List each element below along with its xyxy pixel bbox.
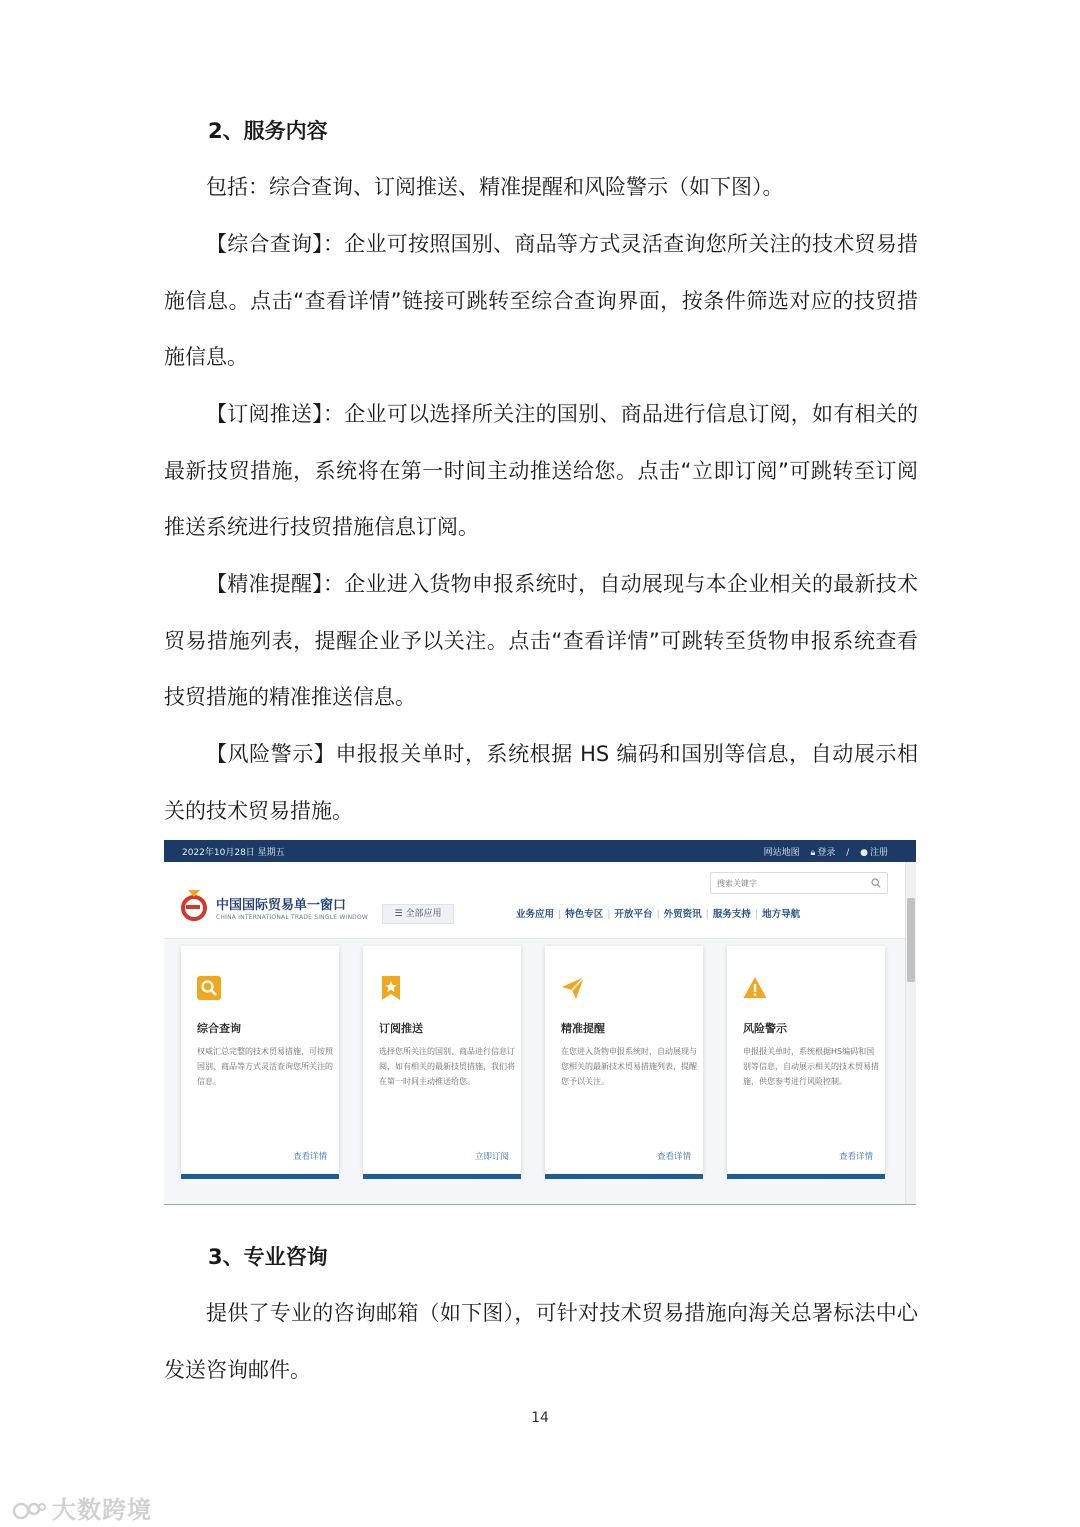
card-description: 选择您所关注的国别、商品进行信息订阅，如有相关的最新技贸措施，我们将在第一时间主动推送给您。 <box>379 1047 515 1086</box>
item-comprehensive-query: 【综合查询】：企业可按照国别、商品等方式灵活查询您所关注的技术贸易措施信息。点击“查看详情”链接可跳转至综合查询界面，按条件筛选对应的技贸措施信息。 <box>164 232 918 369</box>
card-description: 申报报关单时，系统根据HS编码和国别等信息，自动展示相关的技术贸易措施，供您参考进行风险控制。 <box>743 1047 879 1086</box>
nav-open-platform[interactable]: 开放平台 <box>614 909 653 920</box>
card-accent-bar <box>363 1174 521 1179</box>
single-window-logo-icon <box>180 888 208 922</box>
nav-service-support[interactable]: 服务支持 <box>712 909 751 920</box>
register-link[interactable]: 注册 <box>869 848 888 858</box>
lock-icon: 🔒︎ <box>810 848 816 858</box>
date-label: 2022年10月28日 星期五 <box>182 848 285 858</box>
card-description: 在您进入货物申报系统时，自动展现与您相关的最新技术贸易措施列表，提醒您予以关注。 <box>561 1047 697 1086</box>
card-description: 权威汇总完整的技术贸易措施，可按照国别、商品等方式灵活查询您所关注的信息。 <box>197 1047 333 1086</box>
menu-icon: ☰ <box>394 909 403 919</box>
link-separator: / <box>846 848 850 858</box>
main-nav: 业务应用 | 特色专区 | 开放平台 | 外贸资讯 | 服务支持 | 地方导航 <box>512 906 804 920</box>
top-links <box>756 845 888 858</box>
bookmark-star-icon <box>379 976 403 1000</box>
view-details-link[interactable]: 查看详情 <box>656 1152 691 1162</box>
section-3-text: 提供了专业的咨询邮箱（如下图），可针对技术贸易措施向海关总署标法中心发送咨询邮件。 <box>164 1301 918 1382</box>
warning-icon <box>743 976 767 1000</box>
nav-featured-zones[interactable]: 特色专区 <box>565 909 604 920</box>
card-comprehensive-query[interactable] <box>181 946 339 1174</box>
card-title: 风险警示 <box>743 1022 787 1035</box>
all-apps-label: 全部应用 <box>405 909 442 919</box>
view-details-link[interactable]: 查看详情 <box>292 1152 327 1162</box>
search-icon[interactable] <box>871 878 881 888</box>
logo-title: 中国国际贸易单一窗口 <box>216 898 347 913</box>
search-input[interactable] <box>715 875 867 891</box>
nav-trade-news[interactable]: 外贸资讯 <box>663 909 702 920</box>
item-risk-warning: 【风险警示】申报报关单时，系统根据 HS 编码和国别等信息，自动展示相关的技术贸易措施。 <box>164 742 918 823</box>
section-2-heading: 2、服务内容 <box>208 119 328 143</box>
card-subscription-push[interactable] <box>363 946 521 1174</box>
card-accent-bar <box>545 1174 703 1179</box>
view-details-link[interactable]: 查看详情 <box>838 1152 873 1162</box>
subscribe-now-link[interactable]: 立即订阅 <box>474 1152 509 1162</box>
page-number: 14 <box>531 1410 549 1426</box>
card-title: 综合查询 <box>197 1022 241 1035</box>
watermark-logo-icon <box>12 1499 46 1523</box>
top-bar <box>164 840 916 862</box>
scrollbar-thumb[interactable] <box>907 898 915 982</box>
nav-business-apps[interactable]: 业务应用 <box>516 909 555 920</box>
card-accent-bar <box>181 1174 339 1179</box>
item-precise-reminder: 【精准提醒】：企业进入货物申报系统时，自动展现与本企业相关的最新技术贸易措施列表，提醒企业予以关注。点击“查看详情”可跳转至货物申报系统查看技贸措施的精准推送信息。 <box>164 572 918 709</box>
item-subscription-push: 【订阅推送】：企业可以选择所关注的国别、商品进行信息订阅，如有相关的最新技贸措施，系统将在第一时间主动推送给您。点击“立即订阅”可跳转至订阅推送系统进行技贸措施信息订阅。 <box>164 402 918 539</box>
logo-subtitle: CHINA INTERNATIONAL TRADE SINGLE WINDOW <box>216 914 369 921</box>
user-icon: ● <box>860 848 868 858</box>
scrollbar[interactable] <box>905 862 916 1204</box>
all-apps-button[interactable] <box>382 904 454 924</box>
section-2-intro: 包括：综合查询、订阅推送、精准提醒和风险警示（如下图）。 <box>206 175 784 199</box>
card-precise-reminder[interactable] <box>545 946 703 1174</box>
card-accent-bar <box>727 1174 885 1179</box>
sitemap-link[interactable]: 网站地图 <box>763 848 800 858</box>
search-box <box>710 872 888 894</box>
site-header <box>164 862 906 939</box>
watermark-text: 大数跨境 <box>52 1496 152 1524</box>
card-title: 精准提醒 <box>561 1022 605 1035</box>
paper-plane-icon <box>561 976 585 1000</box>
section-3-heading: 3、专业咨询 <box>208 1245 328 1269</box>
website-screenshot-figure <box>164 840 916 1205</box>
search-icon <box>197 976 221 1000</box>
login-link[interactable]: 登录 <box>817 848 836 858</box>
watermark <box>12 1490 152 1525</box>
nav-local-navigation[interactable]: 地方导航 <box>762 909 801 920</box>
card-title: 订阅推送 <box>379 1022 423 1035</box>
card-risk-warning[interactable] <box>727 946 885 1174</box>
